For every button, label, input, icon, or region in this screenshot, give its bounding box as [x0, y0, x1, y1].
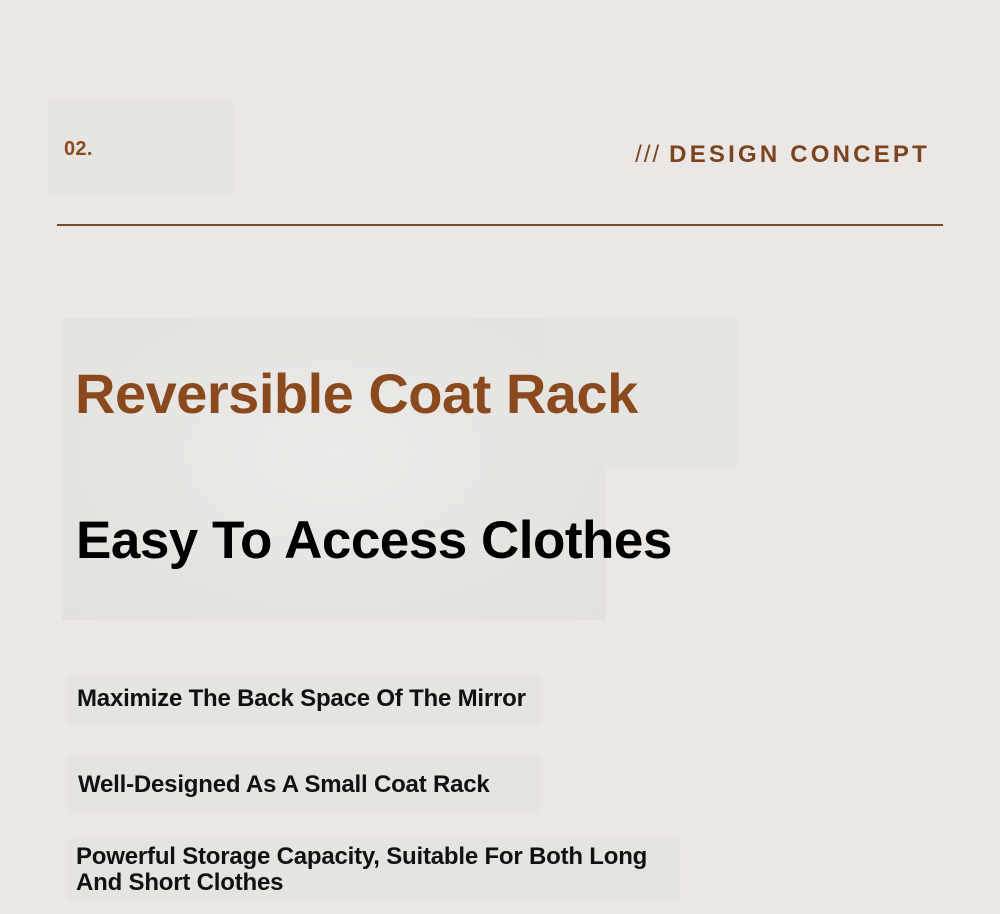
product-subtitle: Easy To Access Clothes — [76, 511, 672, 570]
section-number: 02. — [64, 138, 93, 160]
header-divider — [57, 224, 943, 226]
product-title: Reversible Coat Rack — [75, 362, 638, 425]
section-heading-slashes: /// — [635, 141, 662, 168]
feature-item: Well-Designed As A Small Coat Rack — [78, 771, 490, 798]
section-heading — [635, 140, 930, 170]
feature-item: Powerful Storage Capacity, Suitable For Both Long And Short Clothes — [76, 843, 648, 896]
feature-item: Maximize The Back Space Of The Mirror — [77, 685, 526, 712]
section-heading-label: DESIGN CONCEPT — [669, 141, 930, 168]
